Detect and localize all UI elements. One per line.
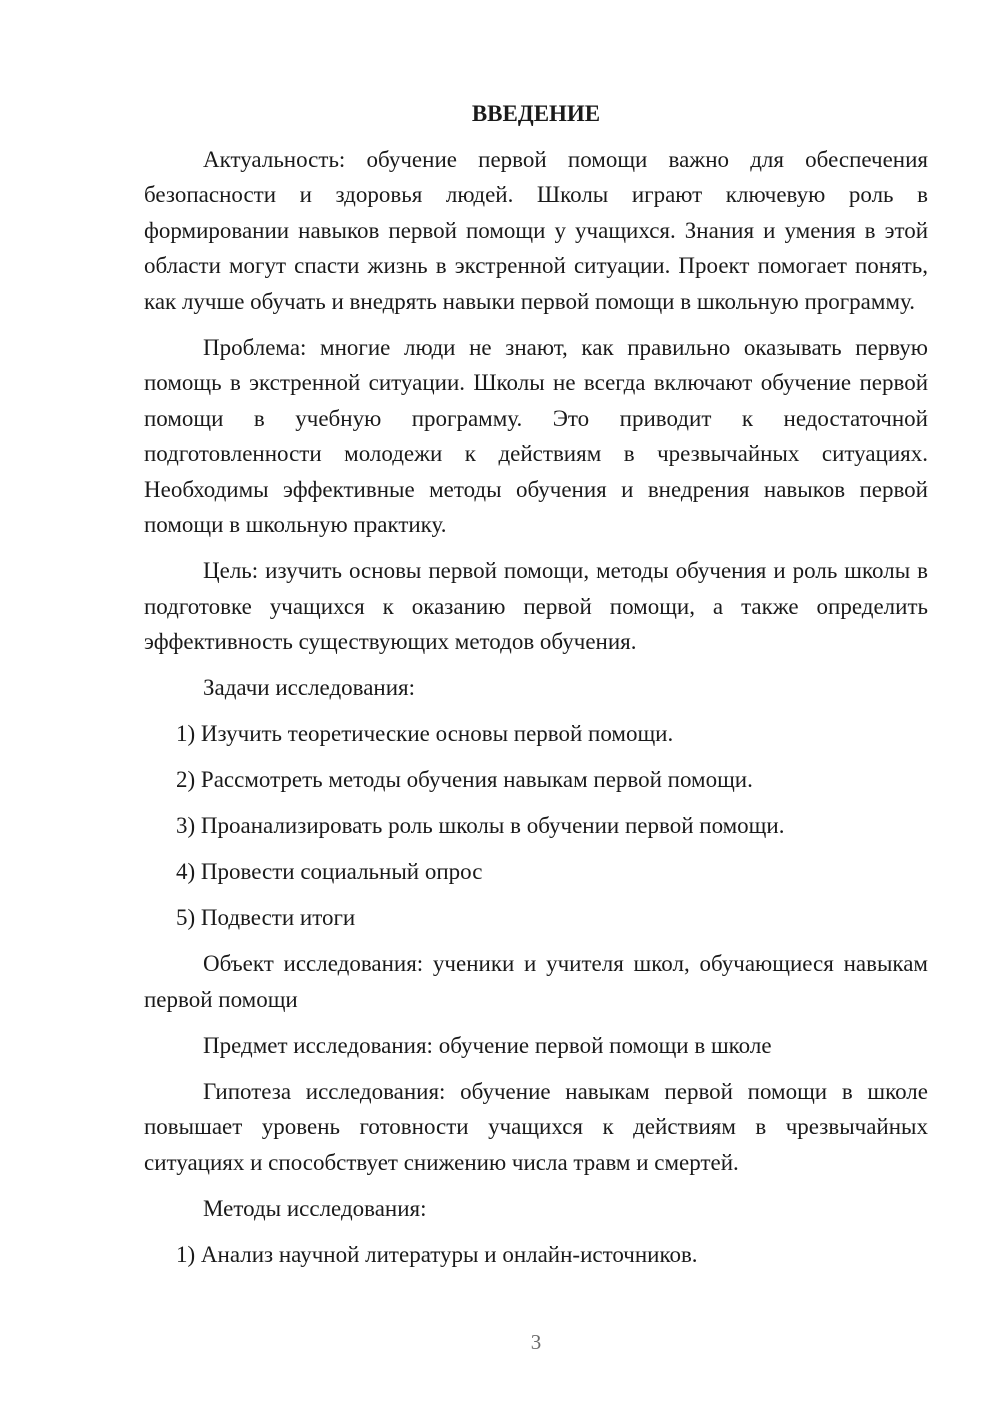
method-item: 1) Анализ научной литературы и онлайн-источников. — [176, 1241, 698, 1267]
tasks-title: Задачи исследования: — [203, 675, 416, 700]
section-heading: ВВЕДЕНИЕ — [471, 101, 601, 126]
task-item: 2) Рассмотреть методы обучения навыкам первой помощи. — [176, 767, 753, 792]
task-item: 1) Изучить теоретические основы первой помощи. — [176, 721, 674, 746]
problem-paragraph: Проблема: многие люди не знают, как правильно оказывать первую помощь в экстренной ситуации. Школы не всегда включают обучение первой помощи в учебную программу. Это приводит к недостаточной подготовленности молодежи к действиям в чрезвычайных ситуациях. Необходимы эффективные методы обучения и внедрения навыков первой помощи в школьную практику. — [144, 334, 928, 537]
methods-title: Методы исследования: — [203, 1195, 427, 1221]
task-item: 4) Провести социальный опрос — [176, 859, 483, 884]
page-content — [144, 96, 928, 1283]
object-paragraph: Объект исследования: ученики и учителя школ, обучающиеся навыкам первой помощи — [144, 951, 928, 1012]
page-number: 3 — [530, 1330, 542, 1354]
goal-paragraph: Цель: изучить основы первой помощи, методы обучения и роль школы в подготовке учащихся к оказанию первой помощи, а также определить эффективность существующих методов обучения. — [144, 558, 928, 654]
subject-paragraph: Предмет исследования: обучение первой помощи в школе — [203, 1032, 772, 1058]
task-item: 3) Проанализировать роль школы в обучении первой помощи. — [176, 813, 785, 838]
task-item: 5) Подвести итоги — [176, 905, 356, 930]
hypothesis-paragraph: Гипотеза исследования: обучение навыкам первой помощи в школе повышает уровень готовности учащихся к действиям в чрезвычайных ситуациях и способствует снижению числа травм и смертей. — [144, 1078, 928, 1175]
relevance-paragraph: Актуальность: обучение первой помощи важно для обеспечения безопасности и здоровья людей. Школы играют ключевую роль в формировании навыков первой помощи у учащихся. Знания и умения в этой области могут спасти жизнь в экстренной ситуации. Проект помогает понять, как лучше обучать и внедрять навыки первой помощи в школьную программу. — [144, 146, 928, 314]
